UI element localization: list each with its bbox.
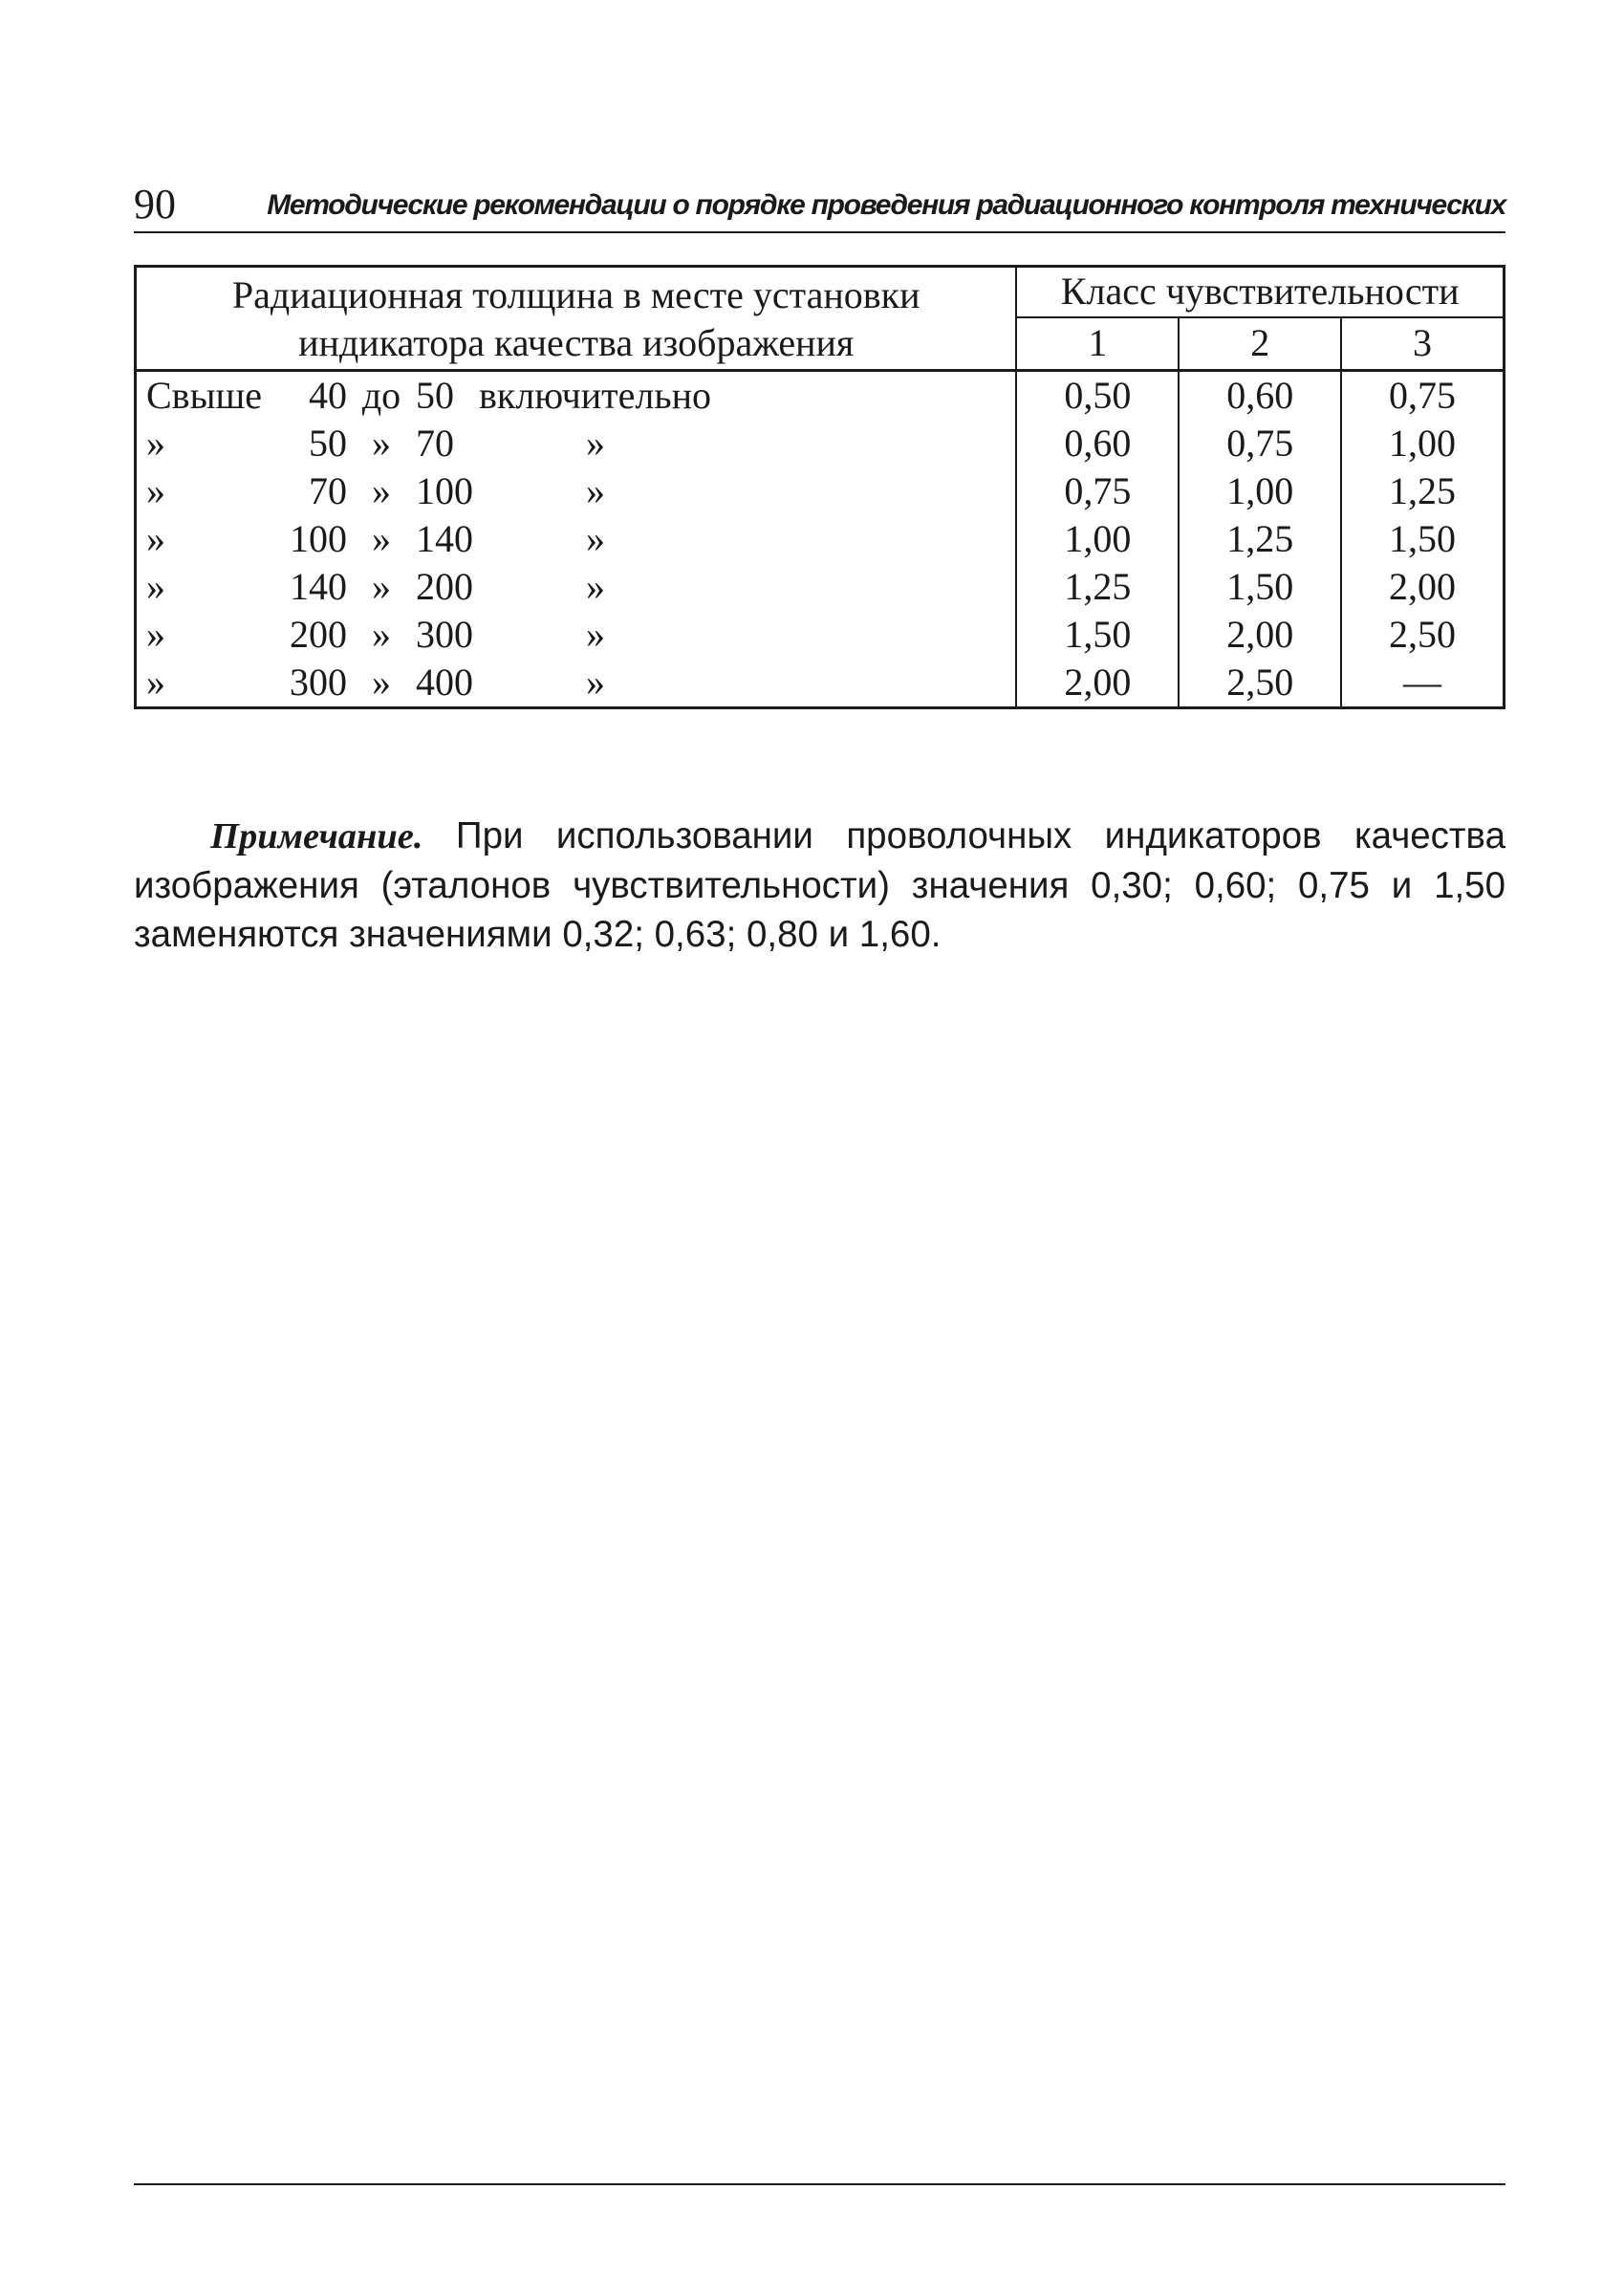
table-row xyxy=(136,515,1505,563)
thickness-range xyxy=(136,467,1017,515)
class-1-value: 2,00 xyxy=(1064,661,1132,704)
range-from: 140 xyxy=(290,565,347,608)
range-tail: » xyxy=(586,422,605,465)
range-tail: включительно xyxy=(479,374,712,417)
thickness-range xyxy=(136,611,1017,659)
range-lead: » xyxy=(146,469,165,512)
range-from: 70 xyxy=(309,469,347,512)
thickness-range xyxy=(136,659,1017,708)
range-tail: » xyxy=(586,613,605,656)
class-column-3: 3 xyxy=(1341,317,1504,371)
class-1-value: 0,60 xyxy=(1064,422,1132,465)
range-separator: » xyxy=(372,661,391,704)
range-tail: » xyxy=(586,661,605,704)
range-to: 50 xyxy=(416,374,454,417)
range-separator: » xyxy=(372,469,391,512)
class-3-value: 1,25 xyxy=(1341,467,1504,515)
class-1-value: 0,50 xyxy=(1064,374,1132,417)
thickness-range xyxy=(136,563,1017,611)
class-2-value: 2,50 xyxy=(1179,659,1341,708)
note-text: При использовании проволочных индикаторов качества изображения (эталонов чувствительности) значения 0,30; 0,60; 0,75 и 1,50 заменяются значениями 0,32; 0,63; 0,80 и 1,60. xyxy=(134,814,1505,955)
range-separator: » xyxy=(372,422,391,465)
range-to: 300 xyxy=(416,613,473,656)
class-column-2: 2 xyxy=(1179,317,1341,371)
table-row xyxy=(136,371,1505,421)
class-1-value: 1,50 xyxy=(1064,613,1132,656)
page-number: 90 xyxy=(134,181,176,228)
note-label: Примечание. xyxy=(210,815,423,857)
class-3-value: — xyxy=(1341,659,1504,708)
range-lead: » xyxy=(146,613,165,656)
range-lead: » xyxy=(146,422,165,465)
class-3-value: 0,75 xyxy=(1341,371,1504,421)
range-from: 50 xyxy=(309,422,347,465)
range-from: 40 xyxy=(309,374,347,417)
class-1-value: 1,25 xyxy=(1064,565,1132,608)
class-column-header: Класс чувствительности xyxy=(1016,267,1504,317)
range-from: 100 xyxy=(290,517,347,560)
page-header xyxy=(134,180,1505,231)
class-2-value: 1,00 xyxy=(1179,467,1341,515)
footer-rule xyxy=(134,2183,1505,2185)
range-lead: » xyxy=(146,565,165,608)
range-to: 200 xyxy=(416,565,473,608)
class-1-value: 0,75 xyxy=(1064,469,1132,512)
class-3-value: 1,00 xyxy=(1341,420,1504,467)
class-2-value: 1,25 xyxy=(1179,515,1341,563)
range-tail: » xyxy=(586,469,605,512)
range-to: 100 xyxy=(416,469,473,512)
table-note xyxy=(134,812,1505,959)
range-lead: » xyxy=(146,517,165,560)
table-row xyxy=(136,611,1505,659)
table-row xyxy=(136,467,1505,515)
class-2-value: 2,00 xyxy=(1179,611,1341,659)
class-3-value: 1,50 xyxy=(1341,515,1504,563)
range-separator: до xyxy=(361,374,401,417)
range-lead: » xyxy=(146,661,165,704)
header-rule xyxy=(134,231,1505,233)
range-separator: » xyxy=(372,517,391,560)
running-title: Методические рекомендации о порядке проведения радиационного контроля технических xyxy=(267,189,1505,221)
table-row xyxy=(136,420,1505,467)
thickness-range xyxy=(136,371,1017,421)
class-1-value: 1,00 xyxy=(1064,517,1132,560)
class-3-value: 2,50 xyxy=(1341,611,1504,659)
class-column-1: 1 xyxy=(1016,317,1179,371)
thickness-range xyxy=(136,420,1017,467)
thickness-range xyxy=(136,515,1017,563)
table-row xyxy=(136,659,1505,708)
range-tail: » xyxy=(586,565,605,608)
range-lead: Свыше xyxy=(146,374,262,417)
range-to: 400 xyxy=(416,661,473,704)
range-from: 200 xyxy=(290,613,347,656)
param-column-header: Радиационная толщина в месте установки индикатора качества изображения xyxy=(136,267,1017,371)
class-2-value: 0,75 xyxy=(1179,420,1341,467)
class-2-value: 0,60 xyxy=(1179,371,1341,421)
class-3-value: 2,00 xyxy=(1341,563,1504,611)
range-to: 140 xyxy=(416,517,473,560)
range-tail: » xyxy=(586,517,605,560)
range-separator: » xyxy=(372,565,391,608)
range-separator: » xyxy=(372,613,391,656)
sensitivity-table xyxy=(134,265,1505,709)
class-2-value: 1,50 xyxy=(1179,563,1341,611)
range-to: 70 xyxy=(416,422,454,465)
range-from: 300 xyxy=(290,661,347,704)
table-row xyxy=(136,563,1505,611)
